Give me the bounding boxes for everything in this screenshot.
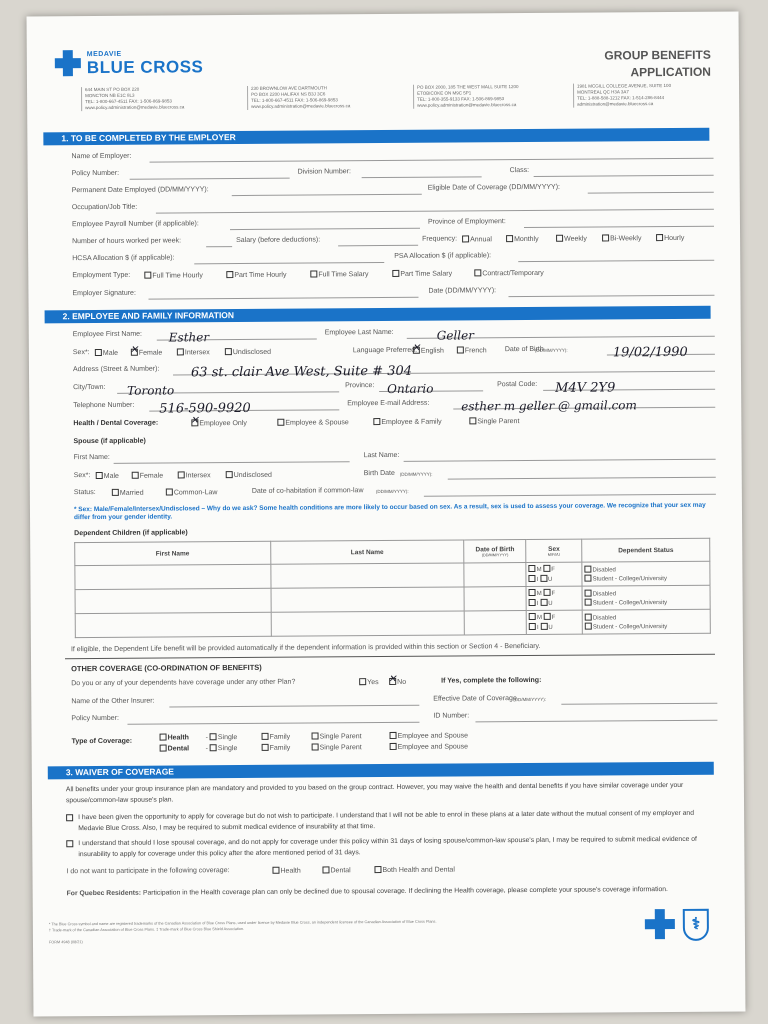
- waive-health-checkbox[interactable]: [272, 867, 279, 874]
- dep-last-name-cell[interactable]: [270, 563, 464, 588]
- address-block: 644 MAIN ST PO BOX 220 MONCTON NB E1C 8L3 TEL: 1-800-667-4511 FAX: 1-506-869-9853 www.policy.administration@medavie.bluecross.ca: [81, 86, 231, 111]
- salary-field[interactable]: [338, 245, 418, 247]
- dental-family-checkbox[interactable]: [262, 744, 269, 751]
- policy-row: Policy Number: Division Number: Class:: [72, 166, 714, 182]
- dep-first-name-cell[interactable]: [75, 588, 271, 613]
- phone-value: 516-590-9920: [159, 400, 251, 417]
- dep-sex-i-checkbox[interactable]: [529, 598, 536, 605]
- status-married-checkbox[interactable]: [112, 489, 119, 496]
- col-last-name: Last Name: [270, 540, 464, 564]
- sex-note: * Sex: Male/Female/Intersex/Undisclosed – Why do we ask? Some health conditions are more likely to occur based on sex. As a result, sex is used to assess your coverage. We recognize that your sex may differ from your gender identity.: [73, 501, 706, 522]
- health-employee-spouse-checkbox[interactable]: [390, 732, 397, 739]
- document-title: GROUP BENEFITS APPLICATION: [604, 47, 711, 80]
- address-value: 63 st. clair Ave West, Suite # 304: [190, 363, 413, 381]
- waive-dental-checkbox[interactable]: [322, 866, 329, 873]
- type-of-coverage-row: Type of Coverage: Health Dental - Single - Single Family Family Single Parent Single Parent Employee and Spouse Employee and Spouse: [71, 732, 469, 753]
- waiver-option-1-checkbox[interactable]: [66, 814, 73, 821]
- dep-sex-cell: M F I U: [526, 610, 582, 634]
- part-time-hourly-checkbox[interactable]: [226, 271, 233, 278]
- blue-cross-icon: [645, 909, 675, 939]
- section1-header: 1. TO BE COMPLETED BY THE EMPLOYER: [43, 128, 709, 146]
- allocation-row: HCSA Allocation $ (if applicable): PSA Allocation $ (if applicable):: [72, 251, 714, 267]
- blue-cross-logo-icon: [55, 50, 81, 76]
- other-coverage-no-checkbox[interactable]: [389, 678, 396, 685]
- freq-biweekly-checkbox[interactable]: [602, 234, 609, 241]
- sex-female-checkbox[interactable]: [131, 349, 138, 356]
- occupation-row: Occupation/Job Title:: [72, 200, 714, 216]
- trademark-note: * The Blue Cross symbol and name are registered trademarks of the Canadian Association of Blue Cross Plans, used under licence by Medavie Blue Cross, an independent licensee of the Canadian Association of Blue Cross Plans.: [48, 919, 437, 927]
- dep-sex-f-checkbox[interactable]: [544, 612, 551, 619]
- brand-small: MEDAVIE: [86, 50, 122, 59]
- other-policy-number-field[interactable]: [127, 722, 419, 725]
- dep-dob-cell[interactable]: [464, 611, 526, 635]
- spouse-female-checkbox[interactable]: [132, 472, 139, 479]
- employee-family-checkbox[interactable]: [373, 418, 380, 425]
- section2-header: 2. EMPLOYEE AND FAMILY INFORMATION: [45, 306, 711, 324]
- employer-name-row: Name of Employer:: [71, 149, 713, 165]
- quebec-note: For Quebec Residents: Participation in the Health coverage plan can only be declined due to spousal coverage. If declining the Health coverage, please complete your spouse's coverage information.: [66, 886, 668, 898]
- spouse-name-row: First Name: Last Name:: [74, 450, 716, 466]
- dep-disabled-checkbox[interactable]: [585, 613, 592, 620]
- payroll-row: Employee Payroll Number (if applicable): Province of Employment:: [72, 217, 714, 233]
- dep-dob-cell[interactable]: [464, 587, 526, 611]
- city-value: Toronto: [127, 383, 175, 398]
- other-insurer-field[interactable]: [169, 705, 419, 708]
- last-name-value: Geller: [436, 328, 475, 343]
- dep-sex-f-checkbox[interactable]: [543, 564, 550, 571]
- postal-code-value: M4V 2Y9: [555, 380, 616, 396]
- eligible-date-field[interactable]: [588, 192, 714, 194]
- trademark-note-2: † Trade-mark of the Canadian Association of Blue Cross Plans. ‡ Trade-mark of Blue Cross Blue Shield Association.: [48, 927, 245, 933]
- other-coverage-yes-checkbox[interactable]: [359, 678, 366, 685]
- status-common-law-checkbox[interactable]: [166, 488, 173, 495]
- hours-field[interactable]: [206, 246, 232, 247]
- sex-male-checkbox[interactable]: [95, 349, 102, 356]
- other-id-number-field[interactable]: [475, 720, 717, 723]
- psa-field[interactable]: [518, 260, 714, 262]
- dep-last-name-cell[interactable]: [271, 587, 465, 612]
- division-number-field[interactable]: [362, 176, 482, 178]
- other-health-checkbox[interactable]: [160, 734, 167, 741]
- dependent-table: [74, 538, 711, 638]
- spouse-sex-row: Sex*: Male Female Intersex Undisclosed Birth Date (DD/MM/YYYY):: [74, 468, 716, 484]
- dep-status-cell: Disabled Student - College/University: [582, 609, 710, 634]
- hours-row: Number of hours worked per week: Salary (before deductions): Frequency: Annual Monthly Weekly Bi-Weekly Hourly: [72, 234, 714, 250]
- dep-sex-cell: M F I U: [526, 562, 582, 586]
- waiver-option-1: I have been given the opportunity to apply for coverage but do not wish to participate. I understand that I will not be able to enrol in these plans at a later date without the mutual consent of my employer and Medavie Blue Cross. Also, I may be required to submit medical evidence of insurability at that time.: [66, 808, 706, 834]
- freq-weekly-checkbox[interactable]: [556, 235, 563, 242]
- health-family-checkbox[interactable]: [262, 733, 269, 740]
- dep-sex-m-checkbox[interactable]: [529, 564, 536, 571]
- employer-name-field[interactable]: [150, 158, 714, 163]
- section3-header: 3. WAIVER OF COVERAGE: [48, 762, 714, 780]
- first-name-value: Esther: [168, 330, 210, 345]
- participate-row: I do not want to participate in the following coverage: Health Dental Both Health and Dental: [66, 866, 455, 876]
- dep-first-name-cell[interactable]: [75, 612, 271, 637]
- brand-main: BLUE CROSS: [86, 57, 204, 78]
- freq-annual-checkbox[interactable]: [462, 235, 469, 242]
- dep-sex-f-checkbox[interactable]: [543, 588, 550, 595]
- payroll-field[interactable]: [230, 228, 420, 230]
- contact-row: Telephone Number: 516-590-9920 Employee E-mail Address: esther m geller @ gmail.com: [73, 398, 715, 414]
- spouse-dob-field[interactable]: [448, 477, 716, 480]
- class-field[interactable]: [534, 175, 714, 177]
- dental-single-parent-checkbox[interactable]: [312, 743, 319, 750]
- employee-spouse-checkbox[interactable]: [277, 419, 284, 426]
- dep-student-checkbox[interactable]: [585, 622, 592, 629]
- signature-row: Employer Signature: Date (DD/MM/YYYY):: [72, 286, 714, 302]
- province-value: Ontario: [387, 381, 434, 396]
- spouse-male-checkbox[interactable]: [96, 472, 103, 479]
- coverage-row: Health / Dental Coverage: ✕ Employee Only Employee & Spouse Employee & Family Single Parent: [73, 416, 715, 432]
- address-block: 230 BROWNLOW AVE DARTMOUTH PO BOX 2200 HALIFAX NS B3J 3C6 TEL: 1-800-667-4511 FAX: 1-506-869-9853 www.policy.administration@medavie.bluecross.ca: [247, 85, 397, 110]
- dep-sex-m-checkbox[interactable]: [529, 612, 536, 619]
- health-single-parent-checkbox[interactable]: [312, 732, 319, 739]
- dep-sex-u-checkbox[interactable]: [540, 622, 547, 629]
- full-time-hourly-checkbox[interactable]: [144, 272, 151, 279]
- dep-status-cell: Disabled Student - College/University: [582, 585, 710, 610]
- dob-value: 19/02/1990: [612, 344, 688, 361]
- dates-row: Permanent Date Employed (DD/MM/YYYY): Eligible Date of Coverage (DD/MM/YYYY):: [72, 183, 714, 199]
- dep-sex-u-checkbox[interactable]: [540, 574, 547, 581]
- employment-type-row: Employment Type: Full Time Hourly Part Time Hourly Full Time Salary Part Time Salary Contract/Temporary: [72, 269, 544, 280]
- col-first-name: First Name: [75, 541, 271, 565]
- sex-language-row: Sex*: Male ✕ Female Intersex Undisclosed Language Preferred: ✕ English French Date of Birth (DD/MM/YYYY): 19/02/1990: [73, 345, 715, 361]
- address-block: PO BOX 2000, 185 THE WEST MALL SUITE 1200 ETOBICOKE ON M9C 5P1 TEL: 1-800-355-9133 FAX: 1-506-869-9853 www.policy.administration@medavie.bluecross.ca: [413, 84, 563, 109]
- employer-date-field[interactable]: [508, 295, 714, 297]
- city-row: City/Town: Toronto Province: Ontario Postal Code: M4V 2Y9: [73, 380, 715, 396]
- dep-sex-m-checkbox[interactable]: [529, 588, 536, 595]
- spouse-heading: Spouse (if applicable): [73, 437, 146, 446]
- employee-name-row: Employee First Name: Esther Employee Last Name: Geller: [73, 327, 715, 343]
- province-employment-field[interactable]: [524, 226, 714, 228]
- spouse-first-name-field[interactable]: [114, 461, 350, 464]
- dep-sex-cell: M F I U: [526, 586, 582, 610]
- effective-date-field[interactable]: [561, 703, 717, 705]
- permanent-date-field[interactable]: [232, 194, 422, 196]
- dep-disabled-checkbox[interactable]: [584, 565, 591, 572]
- status-row: Status: Married Common-Law Date of co-habitation if common-law (DD/MM/YYYY):: [74, 485, 716, 501]
- other-coverage-heading: OTHER COVERAGE (CO-ORDINATION OF BENEFITS): [71, 662, 262, 674]
- other-policy-row: Policy Number: ID Number:: [71, 711, 717, 728]
- full-time-salary-checkbox[interactable]: [310, 270, 317, 277]
- contract-temporary-checkbox[interactable]: [474, 269, 481, 276]
- language-french-checkbox[interactable]: [457, 346, 464, 353]
- dep-dob-cell[interactable]: [464, 563, 526, 587]
- other-coverage-question-row: Do you or any of your dependents have coverage under any other Plan? Yes ✕ No If Yes, complete the following:: [71, 676, 717, 693]
- sex-undisclosed-checkbox[interactable]: [225, 348, 232, 355]
- application-form: [27, 12, 746, 1017]
- spouse-undisclosed-checkbox[interactable]: [226, 471, 233, 478]
- freq-monthly-checkbox[interactable]: [506, 235, 513, 242]
- dep-sex-i-checkbox[interactable]: [529, 622, 536, 629]
- freq-hourly-checkbox[interactable]: [656, 234, 663, 241]
- single-parent-checkbox[interactable]: [469, 417, 476, 424]
- dep-last-name-cell[interactable]: [271, 611, 465, 636]
- dep-student-checkbox[interactable]: [585, 574, 592, 581]
- language-english-checkbox[interactable]: [413, 347, 420, 354]
- sex-intersex-checkbox[interactable]: [177, 348, 184, 355]
- address-block: 1981 MCGILL COLLEGE AVENUE, SUITE 100 MONTREAL QC H3A 3A7 TEL: 1-888-588-1212 FAX: 1-514-286-8444 administration@medavie.bluecross.ca: [573, 83, 723, 108]
- waiver-intro: All benefits under your group insurance plan are mandatory and provided to you based on the group contract. However, you may waive the health and dental benefits if you have similar coverage under your spouse/common-law spouse's plan.: [65, 781, 684, 805]
- col-dependent-status: Dependent Status: [582, 538, 710, 562]
- dep-student-checkbox[interactable]: [585, 598, 592, 605]
- dental-employee-spouse-checkbox[interactable]: [390, 743, 397, 750]
- address-row: Address (Street & Number): 63 st. clair Ave West, Suite # 304: [73, 362, 715, 378]
- dep-first-name-cell[interactable]: [75, 564, 271, 589]
- other-dental-checkbox[interactable]: [160, 745, 167, 752]
- blue-shield-icon: ⚕: [683, 909, 709, 941]
- cohabitation-date-field[interactable]: [424, 494, 716, 497]
- dependent-heading: Dependent Children (if applicable): [74, 529, 188, 538]
- spouse-intersex-checkbox[interactable]: [178, 471, 185, 478]
- table-row: [75, 609, 710, 637]
- waive-both-checkbox[interactable]: [374, 866, 381, 873]
- spouse-last-name-field[interactable]: [404, 459, 716, 462]
- employer-signature-field[interactable]: [148, 297, 418, 300]
- other-insurer-row: Name of the Other Insurer: Effective Date of Coverage (DD/MM/YYYY):: [71, 694, 717, 711]
- form-code: FORM 4948 (08/21): [48, 940, 83, 945]
- dep-status-cell: Disabled Student - College/University: [582, 561, 710, 586]
- employee-only-checkbox[interactable]: [191, 419, 198, 426]
- occupation-field[interactable]: [156, 209, 714, 214]
- dependent-life-note: If eligible, the Dependent Life benefit will be provided automatically if the dependent information is provided within this section or Section 4 - Beneficiary.: [70, 642, 541, 654]
- dep-sex-i-checkbox[interactable]: [529, 574, 536, 581]
- col-dob: Date of Birth (DD/MM/YYYY): [464, 540, 526, 563]
- policy-number-field[interactable]: [130, 178, 290, 180]
- dep-disabled-checkbox[interactable]: [585, 589, 592, 596]
- hcsa-field[interactable]: [194, 262, 384, 264]
- email-value: esther m geller @ gmail.com: [461, 398, 637, 414]
- waiver-option-2-checkbox[interactable]: [66, 840, 73, 847]
- waiver-option-2: I understand that should I lose spousal coverage, and do not apply for coverage under this policy within 31 days of losing spouse/common-law spouse's plan, I may be required to submit medical evidence of insurability to apply for coverage under this policy after the afore mentioned period of 31 days.: [66, 834, 706, 860]
- part-time-salary-checkbox[interactable]: [392, 270, 399, 277]
- dental-single-checkbox[interactable]: [210, 744, 217, 751]
- col-sex: Sex M/F/I/U: [526, 539, 582, 562]
- dep-sex-u-checkbox[interactable]: [540, 598, 547, 605]
- health-single-checkbox[interactable]: [210, 733, 217, 740]
